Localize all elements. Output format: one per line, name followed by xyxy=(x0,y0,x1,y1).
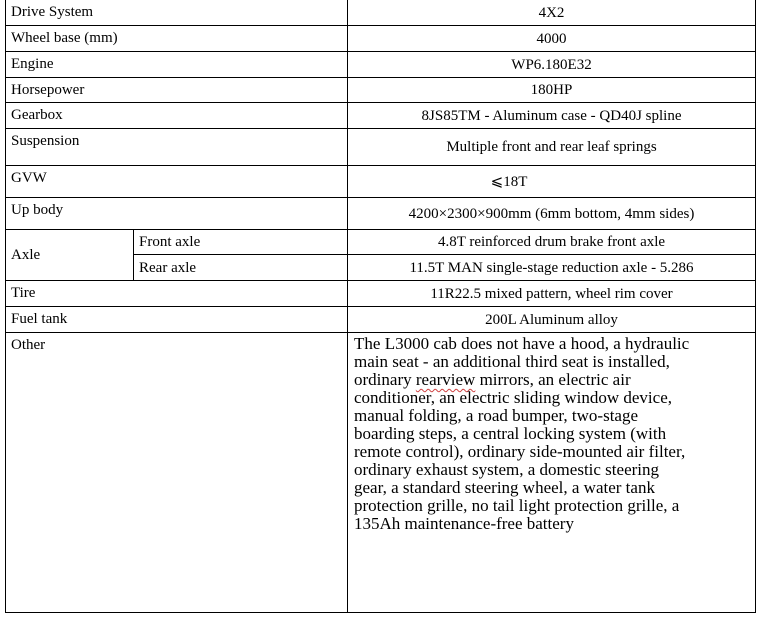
other-line: gear, a standard steering wheel, a water tank xyxy=(354,478,655,497)
spec-value: ⩽18T xyxy=(348,166,756,198)
spec-row-fuel-tank xyxy=(6,307,756,333)
spec-label: GVW xyxy=(6,166,348,198)
rear-axle-value: 11.5T MAN single-stage reduction axle - 5.286 xyxy=(348,255,756,281)
spec-label: Gearbox xyxy=(6,103,348,129)
spec-value: 8JS85TM - Aluminum case - QD40J spline xyxy=(348,103,756,129)
spec-label: Other xyxy=(6,333,348,613)
spec-row-gvw xyxy=(6,166,756,198)
axle-label: Axle xyxy=(6,230,134,281)
spec-label: Suspension xyxy=(6,129,348,166)
front-axle-value: 4.8T reinforced drum brake front axle xyxy=(348,230,756,255)
other-line: boarding steps, a central locking system (with xyxy=(354,424,667,443)
other-line: 135Ah maintenance-free battery xyxy=(354,514,574,533)
other-line: remote control), ordinary side-mounted air filter, xyxy=(354,442,686,461)
spec-label: Horsepower xyxy=(6,78,348,103)
spec-value: 4000 xyxy=(348,26,756,52)
other-line: protection grille, no tail light protection grille, a xyxy=(354,496,680,515)
spec-label: Drive System xyxy=(6,0,348,26)
spec-value: Multiple front and rear leaf springs xyxy=(348,129,756,166)
spec-value: 180HP xyxy=(348,78,756,103)
spec-value: 4200×2300×900mm (6mm bottom, 4mm sides) xyxy=(348,198,756,230)
other-line: main seat - an additional third seat is installed, xyxy=(354,352,670,371)
other-line: The L3000 cab does not have a hood, a hydraulic xyxy=(354,334,690,353)
other-description xyxy=(348,333,756,613)
spec-label: Up body xyxy=(6,198,348,230)
vehicle-spec-table xyxy=(5,0,756,613)
spellcheck-word: rearview xyxy=(415,370,476,389)
spec-row-wheel-base xyxy=(6,26,756,52)
spec-row-front-axle xyxy=(6,230,756,255)
spec-label: Tire xyxy=(6,281,348,307)
spec-label: Engine xyxy=(6,52,348,78)
spec-row-drive-system xyxy=(6,0,756,26)
other-line xyxy=(354,371,749,389)
spec-value: WP6.180E32 xyxy=(348,52,756,78)
spec-value: 11R22.5 mixed pattern, wheel rim cover xyxy=(348,281,756,307)
rear-axle-label: Rear axle xyxy=(134,255,348,281)
other-line: manual folding, a road bumper, two-stage xyxy=(354,406,639,425)
spec-row-up-body xyxy=(6,198,756,230)
other-line-part: ordinary xyxy=(354,370,416,389)
other-line: conditioner, an electric sliding window device, xyxy=(354,388,672,407)
spec-value: 200L Aluminum alloy xyxy=(348,307,756,333)
spec-row-suspension xyxy=(6,129,756,166)
front-axle-label: Front axle xyxy=(134,230,348,255)
spec-row-other xyxy=(6,333,756,613)
spec-value: 4X2 xyxy=(348,0,756,26)
other-line-part: mirrors, an electric air xyxy=(475,370,631,389)
spec-row-horsepower xyxy=(6,78,756,103)
spec-row-gearbox xyxy=(6,103,756,129)
other-line: ordinary exhaust system, a domestic steering xyxy=(354,460,659,479)
spec-row-engine xyxy=(6,52,756,78)
spec-label: Wheel base (mm) xyxy=(6,26,348,52)
spec-row-tire xyxy=(6,281,756,307)
spec-label: Fuel tank xyxy=(6,307,348,333)
